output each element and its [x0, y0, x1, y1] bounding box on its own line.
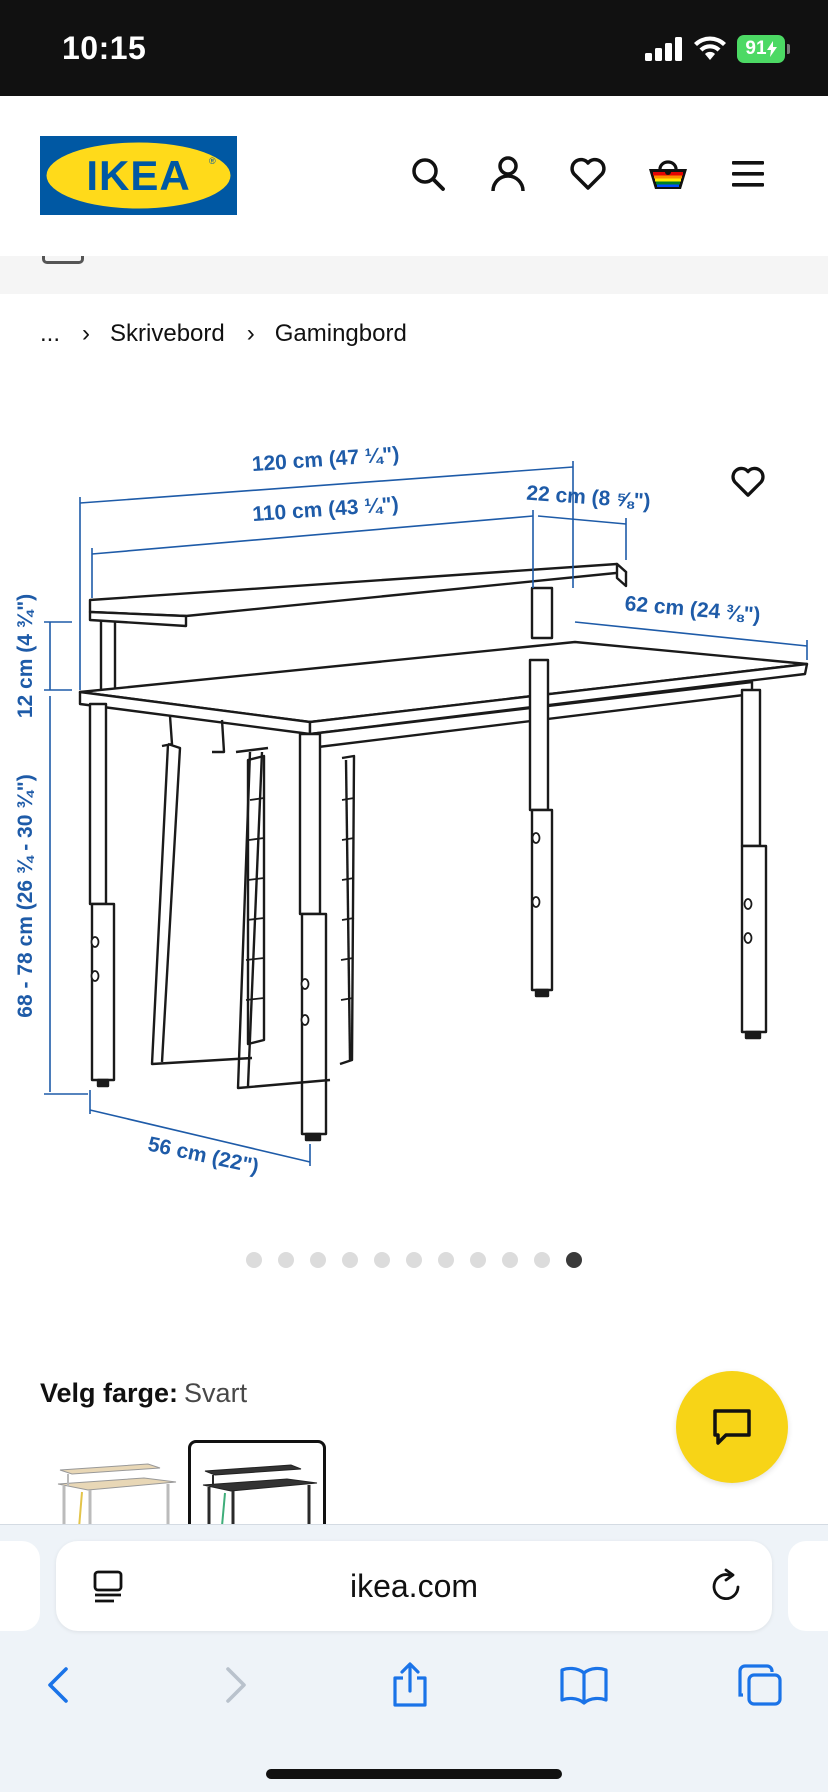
carousel-dot[interactable]	[502, 1252, 518, 1268]
battery-level: 91	[745, 38, 767, 59]
svg-text:IKEA: IKEA	[86, 152, 191, 199]
reload-icon[interactable]	[708, 1567, 746, 1605]
selected-color-value: Svart	[184, 1378, 248, 1408]
search-icon	[410, 156, 446, 192]
browser-toolbar	[0, 1524, 828, 1792]
back-button[interactable]	[28, 1655, 88, 1715]
collapsed-subheader	[0, 256, 828, 294]
status-icons	[645, 34, 790, 64]
truck-icon	[42, 256, 84, 264]
carousel-dot[interactable]	[374, 1252, 390, 1268]
charging-icon	[767, 41, 777, 57]
bookmarks-button[interactable]	[554, 1655, 614, 1715]
heart-icon	[569, 157, 607, 191]
carousel-dot[interactable]	[246, 1252, 262, 1268]
account-button[interactable]	[482, 148, 534, 200]
heart-icon	[730, 466, 766, 498]
carousel-dot[interactable]	[406, 1252, 422, 1268]
chevron-left-icon	[44, 1665, 72, 1705]
dimension-height: 68 - 78 cm (26 ¾ - 30 ¾")	[14, 774, 37, 1018]
chat-bubble-icon	[712, 1408, 752, 1446]
dimension-shelf-depth: 22 cm (8 ⅝")	[525, 481, 652, 514]
search-button[interactable]	[402, 148, 454, 200]
carousel-dot[interactable]	[534, 1252, 550, 1268]
previous-tab-preview[interactable]	[0, 1541, 40, 1631]
favourites-button[interactable]	[562, 148, 614, 200]
status-time: 10:15	[62, 30, 147, 66]
carousel-dot[interactable]	[566, 1252, 582, 1268]
battery-indicator	[737, 35, 785, 63]
ikea-logo[interactable]	[40, 136, 237, 215]
carousel-dot[interactable]	[438, 1252, 454, 1268]
battery-tip	[787, 44, 790, 54]
next-tab-preview[interactable]	[788, 1541, 828, 1631]
breadcrumb-ellipsis[interactable]: ...	[40, 320, 61, 347]
carousel-dot[interactable]	[278, 1252, 294, 1268]
carousel-pagination	[0, 1252, 828, 1272]
chat-button[interactable]	[676, 1371, 788, 1483]
menu-button[interactable]	[722, 148, 774, 200]
dimension-depth: 62 cm (24 ⅜")	[623, 592, 762, 627]
carousel-dot[interactable]	[342, 1252, 358, 1268]
breadcrumb	[40, 320, 407, 348]
carousel-dot[interactable]	[470, 1252, 486, 1268]
signal-icon	[645, 37, 683, 61]
book-icon	[559, 1665, 609, 1705]
forward-button[interactable]	[206, 1655, 266, 1715]
share-button[interactable]	[380, 1655, 440, 1715]
svg-text:®: ®	[209, 156, 216, 166]
color-selector-label	[40, 1378, 247, 1409]
desk-thumbnail-black	[191, 1443, 323, 1537]
status-bar	[0, 0, 828, 96]
url-text: ikea.com	[349, 1568, 479, 1604]
dimension-shelf-height: 12 cm (4 ¾")	[14, 593, 37, 719]
user-icon	[490, 155, 526, 193]
site-header	[0, 96, 828, 256]
home-indicator	[266, 1769, 562, 1779]
add-to-favourites-button[interactable]	[724, 458, 772, 506]
address-bar[interactable]	[56, 1541, 772, 1631]
dimension-leg-depth: 56 cm (22")	[145, 1132, 261, 1179]
share-icon	[390, 1662, 430, 1708]
cart-button[interactable]	[642, 148, 694, 200]
tabs-button[interactable]	[730, 1655, 790, 1715]
product-dimension-image[interactable]	[0, 400, 828, 1220]
dimension-width-shelf: 110 cm (43 ¼")	[251, 492, 400, 527]
chevron-right-icon: ›	[246, 320, 255, 347]
chevron-right-icon: ›	[82, 320, 91, 347]
chevron-right-icon	[222, 1665, 250, 1705]
carousel-dot[interactable]	[310, 1252, 326, 1268]
tabs-icon	[737, 1663, 783, 1707]
hamburger-menu-icon	[730, 159, 766, 189]
dimension-width-total: 120 cm (47 ¼")	[251, 442, 401, 477]
breadcrumb-gamingbord[interactable]: Gamingbord	[274, 320, 407, 347]
breadcrumb-skrivebord[interactable]: Skrivebord	[110, 320, 225, 347]
shopping-bag-icon	[647, 157, 689, 191]
wifi-icon	[693, 36, 727, 62]
color-label-text: Velg farge:	[40, 1378, 179, 1408]
